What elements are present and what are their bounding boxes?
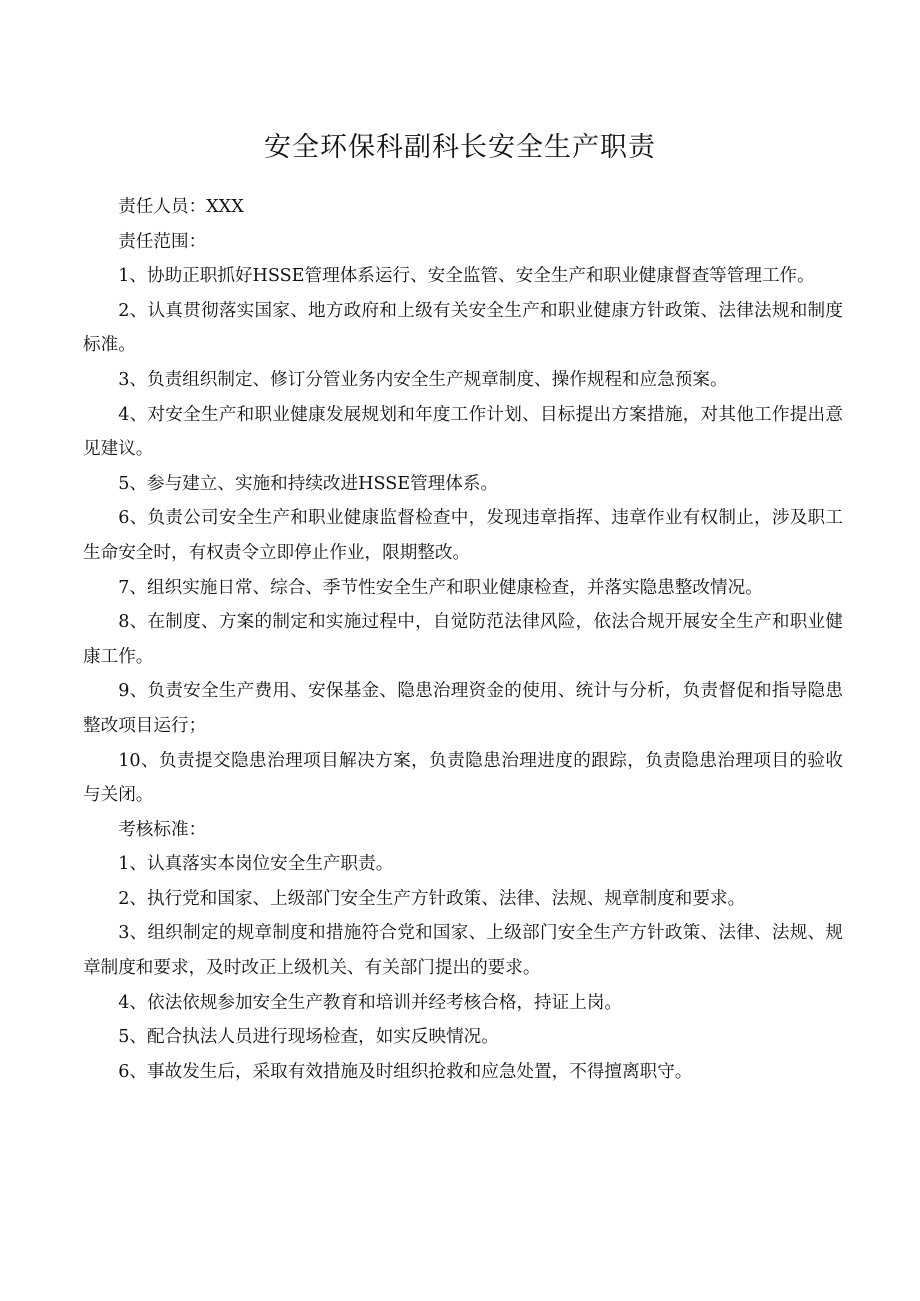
assessment-item: 6、事故发生后，采取有效措施及时组织抢救和应急处置，不得擅离职守。 [118, 1061, 693, 1082]
document-title: 安全环保科副科长安全生产职责 [264, 132, 656, 163]
assessment-item: 2、执行党和国家、上级部门安全生产方针政策、法律、法规、规章制度和要求。 [118, 888, 746, 909]
scope-item: 6、负责公司安全生产和职业健康监督检查中，发现违章指挥、违章作业有权制止，涉及职工生命安全时，有权责令立即停止作业，限期整改。 [83, 508, 843, 563]
assessment-item: 5、配合执法人员进行现场检查，如实反映情况。 [118, 1027, 499, 1048]
scope-item: 9、负责安全生产费用、安保基金、隐患治理资金的使用、统计与分析，负责督促和指导隐患整改项目运行； [83, 681, 843, 736]
document-body [83, 190, 843, 1089]
scope-item: 7、组织实施日常、综合、季节性安全生产和职业健康检查，并落实隐患整改情况。 [118, 577, 763, 598]
scope-item: 4、对安全生产和职业健康发展规划和年度工作计划、目标提出方案措施，对其他工作提出意见建议。 [83, 404, 843, 460]
assessment-item: 1、认真落实本岗位安全生产职责。 [118, 854, 394, 875]
scope-item: 8、在制度、方案的制定和实施过程中，自觉防范法律风险，依法合规开展安全生产和职业健康工作。 [83, 612, 843, 667]
assessment-item: 4、依法依规参加安全生产教育和培训并经考核合格，持证上岗。 [118, 992, 623, 1013]
scope-item: 3、负责组织制定、修订分管业务内安全生产规章制度、操作规程和应急预案。 [118, 369, 728, 390]
scope-item: 2、认真贯彻落实国家、地方政府和上级有关安全生产和职业健康方针政策、法律法规和制度标准。 [83, 300, 843, 356]
assessment-heading: 考核标准： [118, 819, 207, 840]
scope-item: 1、协助正职抓好HSSE管理体系运行、安全监管、安全生产和职业健康督查等管理工作。 [118, 266, 815, 287]
scope-heading: 责任范围： [118, 231, 207, 252]
assessment-item: 3、组织制定的规章制度和措施符合党和国家、上级部门安全生产方针政策、法律、法规、规章制度和要求，及时改正上级机关、有关部门提出的要求。 [83, 923, 843, 979]
responsible-person: 责任人员：XXX [118, 197, 244, 217]
scope-item: 5、参与建立、实施和持续改进HSSE管理体系。 [118, 473, 499, 494]
scope-item: 10、负责提交隐患治理项目解决方案，负责隐患治理进度的跟踪，负责隐患治理项目的验收与关闭。 [83, 750, 843, 806]
